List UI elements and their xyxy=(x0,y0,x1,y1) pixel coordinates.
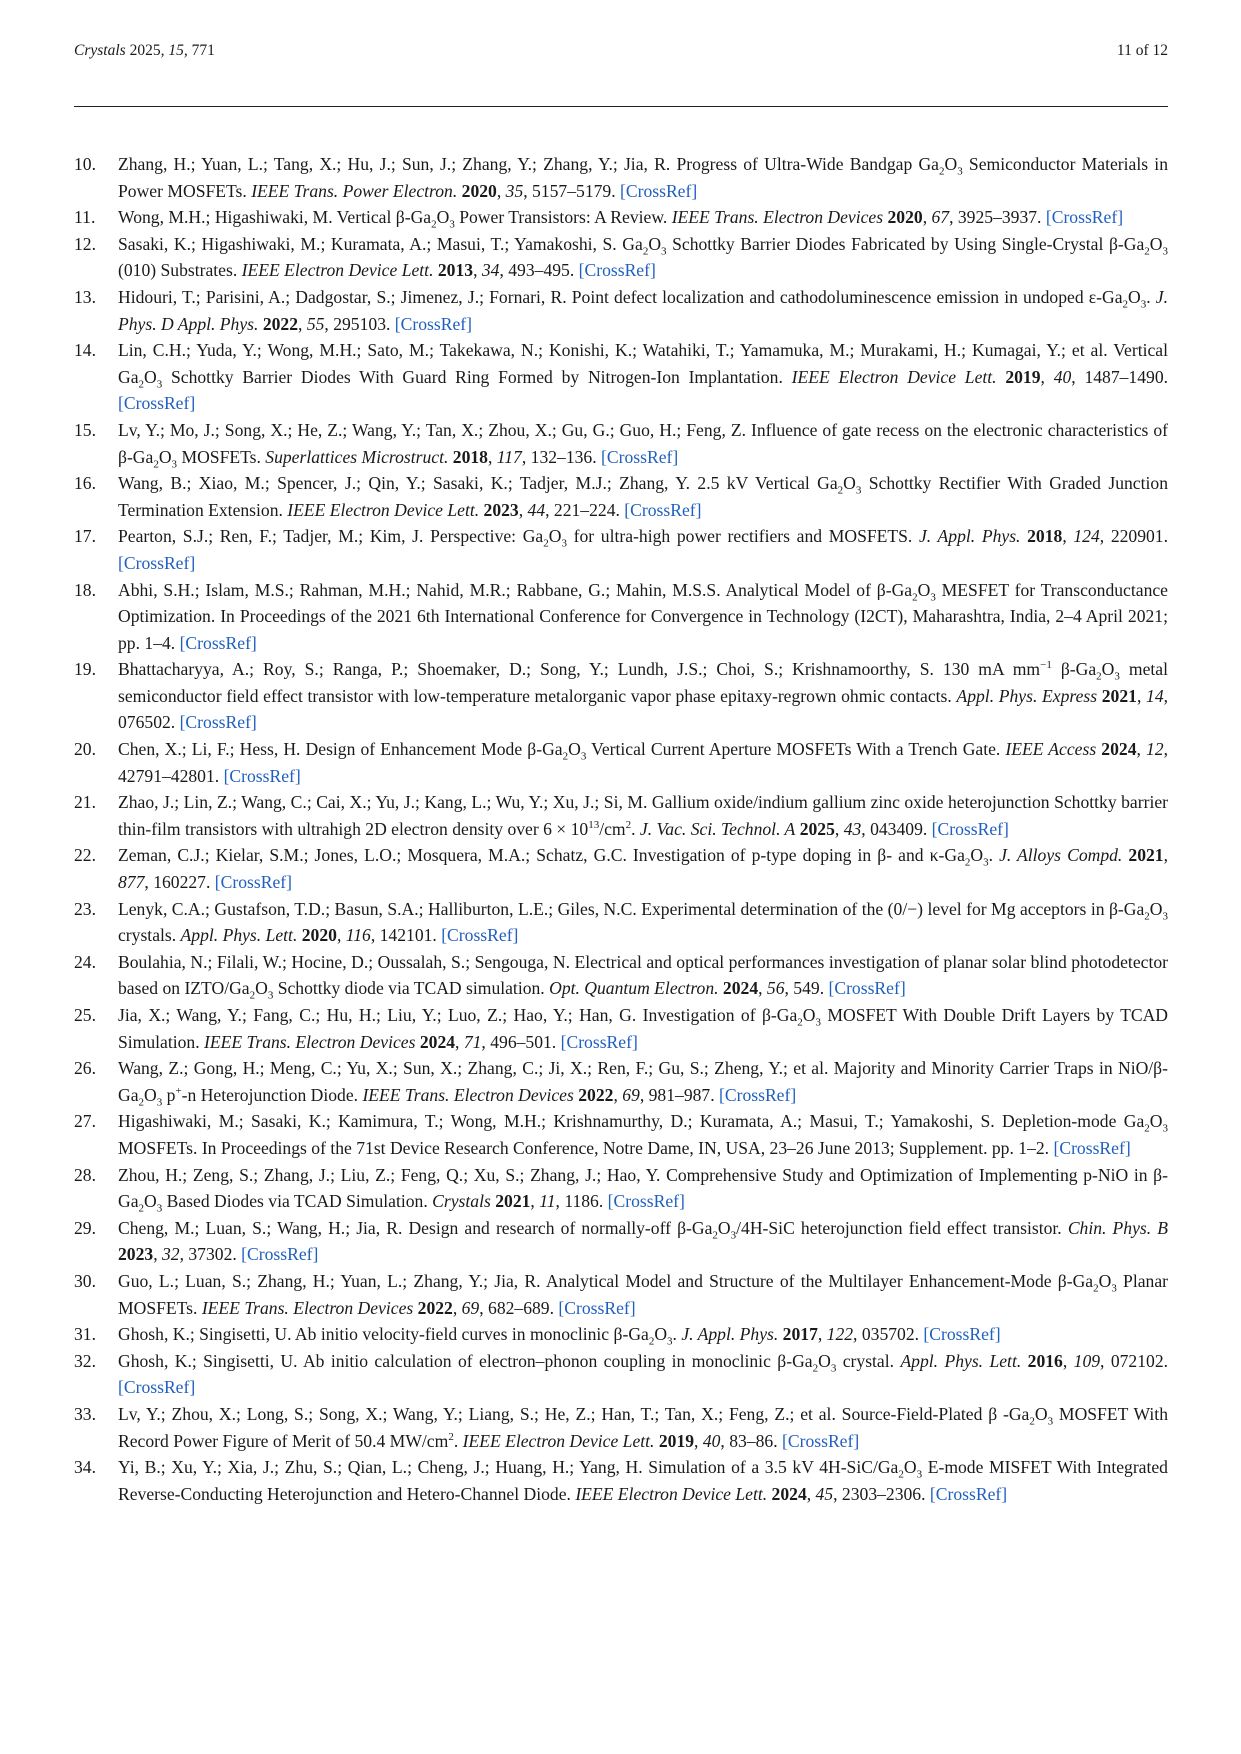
reference-text: Yi, B.; Xu, Y.; Xia, J.; Zhu, S.; Qian, L.; Cheng, J.; Huang, H.; Yang, H. Simulation of a 3.5 kV $4H-SiC/Ga_2O_3$ E-mode MISFET With Integrated Reverse-Conducting Heterojunction and Hetero-Channel Diode. IEEE Electron Device Lett. 2024, 45, 2303–2306. xyxy=(118,1457,1168,1504)
reference-number: 27. xyxy=(74,1111,96,1132)
crossref-link[interactable]: [CrossRef] xyxy=(441,925,519,946)
reference-item xyxy=(74,1215,1168,1268)
reference-item xyxy=(74,470,1168,523)
reference-text: Lv, Y.; Zhou, X.; Long, S.; Song, X.; Wang, Y.; Liang, S.; He, Z.; Han, T.; Tan, X.; Feng, Z.; et al. Source-Field-Plated β $-Ga_2O_3$ MOSFET With Record Power Figure of Merit of 50.4 $MW/cm^2$. IEEE Electron Device Lett. 2019, 40, 83–86. xyxy=(118,1403,1168,1451)
crossref-link[interactable]: [CrossRef] xyxy=(179,632,257,653)
journal-article: 771 xyxy=(191,42,215,59)
reference-number: 15. xyxy=(74,419,96,440)
reference-text: Wang, B.; Xiao, M.; Spencer, J.; Qin, Y.; Sasaki, K.; Tadjer, M.J.; Zhang, Y. 2.5 kV Vertical $Ga_2O_3$ Schottky Rectifier With Graded Junction Termination Extension. IEEE Electron Device Lett. 2023, 44, 221–224. xyxy=(118,473,1168,520)
reference-text: Hidouri, T.; Parisini, A.; Dadgostar, S.; Jimenez, J.; Fornari, R. Point defect localization and cathodoluminescence emission in undoped $\varepsilon-Ga_2O_3$. J. Phys. D Appl. Phys. 2022, 55, 295103. xyxy=(118,286,1169,334)
reference-number: 20. xyxy=(74,739,96,760)
reference-number: 24. xyxy=(74,951,96,972)
reference-number: 18. xyxy=(74,579,96,600)
crossref-link[interactable]: [CrossRef] xyxy=(1045,207,1124,228)
reference-number: 13. xyxy=(74,286,96,307)
reference-item xyxy=(74,417,1168,470)
reference-number: 28. xyxy=(74,1164,96,1185)
reference-text: Zhang, H.; Yuan, L.; Tang, X.; Hu, J.; Sun, J.; Zhang, Y.; Zhang, Y.; Jia, R. Progress of Ultra-Wide Bandgap $Ga_2O_3$ Semiconductor Materials in Power MOSFETs. IEEE Trans. Power Electron. 2020, 35, 5157–5179. xyxy=(118,154,1168,201)
reference-number: 25. xyxy=(74,1005,96,1025)
reference-text: Chen, X.; Li, F.; Hess, H. Design of Enhancement Mode $\beta-Ga_2O_3$ Vertical Current Aperture MOSFETs With a Trench Gate. IEEE Access 2024, 12, 42791–42801. xyxy=(118,739,1168,786)
reference-item xyxy=(74,231,1168,284)
crossref-link[interactable]: [CrossRef] xyxy=(1053,1137,1131,1158)
crossref-link[interactable]: [CrossRef] xyxy=(620,180,698,201)
crossref-link[interactable]: [CrossRef] xyxy=(179,712,257,733)
reference-list xyxy=(74,151,1168,1507)
reference-item xyxy=(74,337,1168,417)
crossref-link[interactable]: [CrossRef] xyxy=(223,765,301,786)
reference-item xyxy=(74,949,1168,1002)
reference-item xyxy=(74,1268,1168,1321)
header-divider xyxy=(74,106,1168,107)
reference-number: 12. xyxy=(74,233,96,254)
crossref-link[interactable]: [CrossRef] xyxy=(560,1031,638,1052)
reference-number: 14. xyxy=(74,340,96,361)
crossref-link[interactable]: [CrossRef] xyxy=(578,260,656,281)
reference-number: 23. xyxy=(74,898,96,919)
crossref-link[interactable]: [CrossRef] xyxy=(118,1377,196,1398)
reference-text: Zhou, H.; Zeng, S.; Zhang, J.; Liu, Z.; Feng, Q.; Xu, S.; Zhang, J.; Hao, Y. Comprehensive Study and Optimization of Implementing p-NiO in $\beta-Ga_2O_3$ Based Diodes via TCAD Simulation. Crystals 2021, 11, 1186. xyxy=(118,1164,1168,1215)
reference-number: 16. xyxy=(74,473,96,494)
reference-text: Lenyk, C.A.; Gustafson, T.D.; Basun, S.A.; Halliburton, L.E.; Giles, N.C. Experimental determination of the (0/−) level for Mg acceptors in $\beta-Ga_2O_3$ crystals. Appl. Phys. Lett. 2020, 116, 142101. xyxy=(118,898,1168,946)
journal-volume: 15 xyxy=(168,42,184,59)
reference-text: Zhao, J.; Lin, Z.; Wang, C.; Cai, X.; Yu, J.; Kang, L.; Wu, Y.; Xu, J.; Si, M. Gallium oxide/indium gallium zinc oxide heterojunction Schottky barrier thin-film transistors with ultrahigh 2D electron density over $6 \times 10^{13}/cm^2$. J. Vac. Sci. Technol. A 2025, 43, 043409. xyxy=(118,792,1168,839)
crossref-link[interactable]: [CrossRef] xyxy=(601,446,679,467)
reference-text: Ghosh, K.; Singisetti, U. Ab initio calculation of electron–phonon coupling in monoclinic $\beta-Ga_2O_3$ crystal. Appl. Phys. Lett. 2016, 109, 072102. xyxy=(118,1350,1169,1375)
reference-item xyxy=(74,842,1168,895)
reference-item xyxy=(74,736,1168,789)
reference-number: 26. xyxy=(74,1058,96,1079)
reference-item xyxy=(74,789,1168,842)
reference-item xyxy=(74,204,1168,231)
reference-number: 31. xyxy=(74,1324,96,1345)
journal-year: 2025 xyxy=(129,42,161,59)
reference-number: 21. xyxy=(74,792,96,813)
crossref-link[interactable]: [CrossRef] xyxy=(241,1244,319,1265)
reference-text: Lin, C.H.; Yuda, Y.; Wong, M.H.; Sato, M.; Takekawa, N.; Konishi, K.; Watahiki, T.; Yamamuka, M.; Murakami, H.; Kumagai, Y.; et al. Vertical $Ga_2O_3$ Schottky Barrier Diodes With Guard Ring Formed by Nitrogen-Ion Implantation. IEEE Electron Device Lett. 2019, 40, 1487–1490. xyxy=(118,340,1169,391)
journal-name: Crystals xyxy=(74,42,126,59)
reference-text: Sasaki, K.; Higashiwaki, M.; Kuramata, A.; Masui, T.; Yamakoshi, S. $Ga_2O_3$ Schottky Barrier Diodes Fabricated by Using Single-Crystal $\beta-Ga_2O_3$ (010) Substrates. IEEE Electron Device Lett. 2013, 34, 493–495. xyxy=(118,233,1168,281)
crossref-link[interactable]: [CrossRef] xyxy=(828,978,906,999)
crossref-link[interactable]: [CrossRef] xyxy=(624,499,702,520)
reference-item xyxy=(74,1401,1168,1454)
crossref-link[interactable]: [CrossRef] xyxy=(558,1297,636,1318)
crossref-link[interactable]: [CrossRef] xyxy=(931,818,1009,839)
reference-text: Cheng, M.; Luan, S.; Wang, H.; Jia, R. Design and research of normally-off $\beta-Ga_2O_3/4H$-SiC heterojunction field effect transistor. Chin. Phys. B 2023, 32, 37302. xyxy=(118,1217,1168,1265)
reference-text: Jia, X.; Wang, Y.; Fang, C.; Hu, H.; Liu, Y.; Luo, Z.; Hao, Y.; Han, G. Investigation of $\beta-Ga_2O_3$ MOSFET With Double Drift Layers by TCAD Simulation. IEEE Trans. Electron Devices 2024, 71, 496–501. xyxy=(118,1005,1168,1052)
reference-text: Bhattacharyya, A.; Roy, S.; Ranga, P.; Shoemaker, D.; Song, Y.; Lundh, J.S.; Choi, S.; Krishnamoorthy, S. 130 mA $mm^{-1}$ $\beta-Ga_2O_3$ metal semiconductor field effect transistor with low-temperature metalorganic vapor phase epitaxy-regrown ohmic contacts. Appl. Phys. Express 2021, 14, 076502. xyxy=(118,659,1169,733)
reference-item xyxy=(74,1108,1168,1161)
crossref-link[interactable]: [CrossRef] xyxy=(394,313,472,334)
page-number: 11 of 12 xyxy=(1116,42,1168,59)
journal-citation: Crystals 2025, 15, 771 xyxy=(74,42,215,59)
reference-text: Ghosh, K.; Singisetti, U. Ab initio velocity-field curves in monoclinic $\beta-Ga_2O_3$. J. Appl. Phys. 2017, 122, 035702. xyxy=(118,1324,924,1348)
reference-item xyxy=(74,1454,1168,1507)
reference-text: Higashiwaki, M.; Sasaki, K.; Kamimura, T.; Wong, M.H.; Krishnamurthy, D.; Kuramata, A.; Masui, T.; Yamakoshi, S. Depletion-mode $Ga_2O_3$ MOSFETs. In Proceedings of the 71st Device Research Conference, Notre Dame, IN, USA, 23–26 June 2013; Supplement. pp. 1–2. xyxy=(118,1111,1168,1158)
crossref-link[interactable]: [CrossRef] xyxy=(214,872,292,893)
reference-item xyxy=(74,577,1168,657)
reference-text: Lv, Y.; Mo, J.; Song, X.; He, Z.; Wang, Y.; Tan, X.; Zhou, X.; Gu, G.; Guo, H.; Feng, Z. Influence of gate recess on the electronic characteristics of $\beta-Ga_2O_3$ MOSFETs. Superlattices Microstruct. 2018, 117, 132–136. xyxy=(118,419,1168,471)
reference-item xyxy=(74,1055,1168,1108)
reference-item xyxy=(74,656,1168,736)
crossref-link[interactable]: [CrossRef] xyxy=(929,1483,1008,1504)
reference-text: Guo, L.; Luan, S.; Zhang, H.; Yuan, L.; Zhang, Y.; Jia, R. Analytical Model and Structure of the Multilayer Enhancement-Mode $\beta-Ga_2O_3$ Planar MOSFETs. IEEE Trans. Electron Devices 2022, 69, 682–689. xyxy=(118,1270,1168,1318)
reference-item xyxy=(74,284,1168,337)
reference-number: 17. xyxy=(74,526,96,547)
reference-number: 10. xyxy=(74,154,96,174)
reference-text: Wang, Z.; Gong, H.; Meng, C.; Yu, X.; Sun, X.; Zhang, C.; Ji, X.; Ren, F.; Gu, S.; Zheng, Y.; et al. Majority and Minority Carrier Traps in NiO/$\beta-Ga_2O_3$ p+-n Heterojunction Diode. IEEE Trans. Electron Devices 2022, 69, 981–987. xyxy=(118,1058,1168,1109)
reference-number: 30. xyxy=(74,1270,96,1291)
reference-number: 19. xyxy=(74,659,96,680)
reference-text: Zeman, C.J.; Kielar, S.M.; Jones, L.O.; Mosquera, M.A.; Schatz, G.C. Investigation of p-type doping in β- and $\kappa-Ga_2O_3$. J. Alloys Compd. 2021, 877, 160227. xyxy=(118,845,1168,893)
reference-number: 22. xyxy=(74,845,96,866)
reference-item xyxy=(74,896,1168,949)
crossref-link[interactable]: [CrossRef] xyxy=(118,552,196,573)
reference-item xyxy=(74,151,1168,204)
reference-item xyxy=(74,1321,1168,1348)
crossref-link[interactable]: [CrossRef] xyxy=(923,1324,1001,1345)
page-header xyxy=(74,40,1168,66)
crossref-link[interactable]: [CrossRef] xyxy=(782,1430,860,1451)
reference-number: 11. xyxy=(74,207,96,228)
reference-item xyxy=(74,1162,1168,1215)
reference-number: 32. xyxy=(74,1350,96,1371)
reference-number: 29. xyxy=(74,1217,96,1238)
reference-item xyxy=(74,1002,1168,1055)
reference-item xyxy=(74,523,1168,576)
crossref-link[interactable]: [CrossRef] xyxy=(607,1191,685,1212)
reference-text: Wong, M.H.; Higashiwaki, M. Vertical $\beta-Ga_2O_3$ Power Transistors: A Review. IEEE Trans. Electron Devices 2020, 67, 3925–3937. xyxy=(118,207,1046,231)
crossref-link[interactable]: [CrossRef] xyxy=(118,393,196,414)
reference-text: Abhi, S.H.; Islam, M.S.; Rahman, M.H.; Nahid, M.R.; Rabbane, G.; Mahin, M.S.S. Analytical Model of $\beta-Ga_2O_3$ MESFET for Transconductance Optimization. In Proceedings of the 2021 6th International Conference for Convergence in Technology (I2CT), Maharashtra, India, 2–4 April 2021; pp. 1–4. xyxy=(118,579,1168,653)
crossref-link[interactable]: [CrossRef] xyxy=(719,1084,797,1105)
reference-item xyxy=(74,1348,1168,1401)
reference-text: Pearton, S.J.; Ren, F.; Tadjer, M.; Kim, J. Perspective: $Ga_2O_3$ for ultra-high power rectifiers and MOSFETS. J. Appl. Phys. 2018, 124, 220901. xyxy=(118,526,1169,550)
reference-text: Boulahia, N.; Filali, W.; Hocine, D.; Oussalah, S.; Sengouga, N. Electrical and optical performances investigation of planar solar blind photodetector based on IZTO/$Ga_2O_3$ Schottky diode via TCAD simulation. Opt. Quantum Electron. 2024, 56, 549. xyxy=(118,951,1168,1002)
reference-number: 33. xyxy=(74,1403,96,1424)
reference-number: 34. xyxy=(74,1457,96,1478)
